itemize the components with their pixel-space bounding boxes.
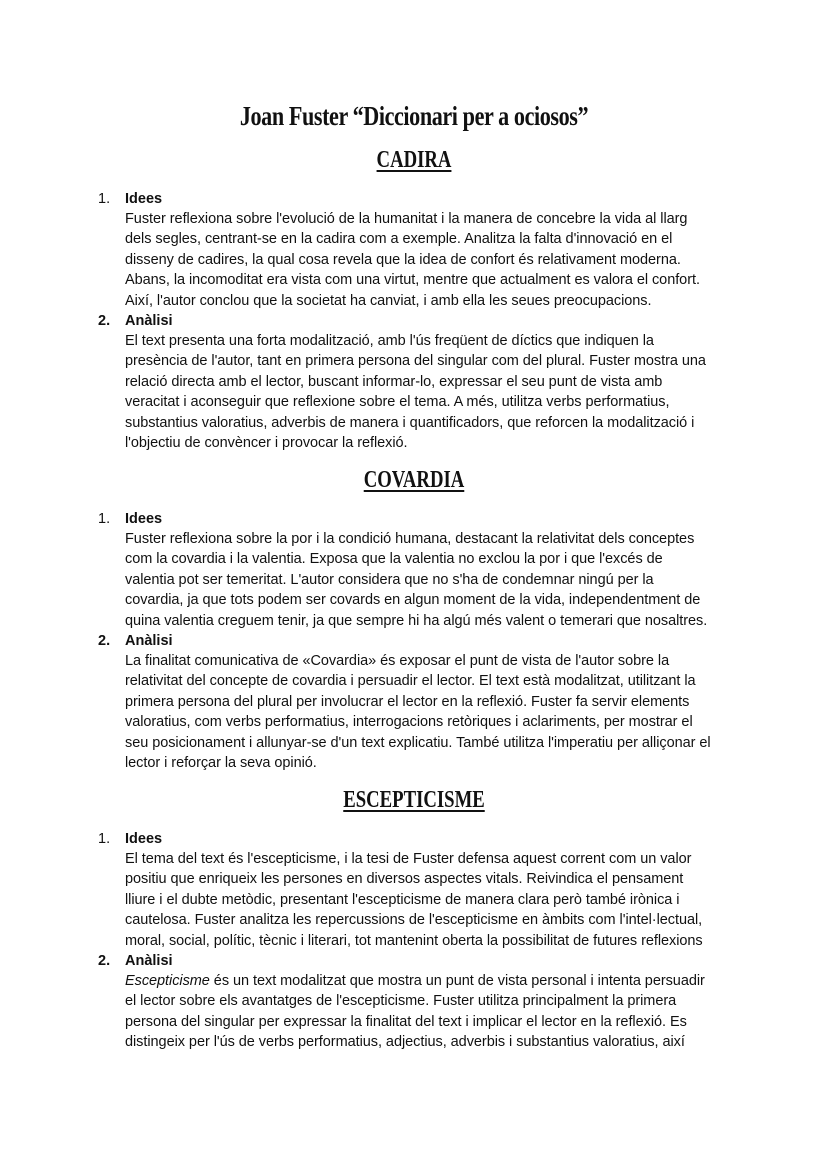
text-line: Fuster reflexiona sobre l'evolució de la humanitat i la manera de concebre la vida al llarg	[125, 211, 688, 227]
list-item-label: Anàlisi	[125, 633, 173, 649]
text-line: primera persona del plural per involucrar el lector en la reflexió. Fuster fa servir elements	[125, 693, 690, 710]
list-item-header	[98, 631, 753, 651]
list-item-label: Idees	[125, 191, 163, 207]
text-line: valoratius, com verbs performatius, interrogacions retòriques i aclariments, per mostrar el	[125, 714, 693, 731]
paragraph	[125, 849, 755, 951]
text-line: presència de l'autor, tant en primera persona del singular com del plural. Fuster mostra una	[125, 353, 706, 370]
text-line: lector i reforçar la seva opinió.	[125, 755, 317, 772]
text-line: El tema del text és l'escepticisme, i la tesi de Fuster defensa aquest corrent com un valor	[125, 851, 692, 867]
text-line: Fuster reflexiona sobre la por i la condició humana, destacant la relativitat dels conceptes	[125, 531, 695, 547]
list-item-header	[98, 829, 753, 849]
list-item-label: Anàlisi	[125, 953, 173, 969]
cadira-analisi-item	[98, 311, 753, 453]
text-line: disseny de cadires, la qual cosa revela que la idea de confort és relativament moderna.	[125, 251, 681, 268]
text-line: veracitat i aconseguir que reflexione sobre el tema. A més, utilitza verbs performatius,	[125, 394, 670, 411]
text-line: distingeix per l'ús de verbs performatius, adjectius, adverbis i substantius valoratius, així	[125, 1034, 685, 1051]
escepticisme-analisi-item	[98, 951, 753, 1053]
document-title: Joan Fuster “Diccionari per a ociosos”	[239, 101, 589, 131]
text-line: positiu que enriqueix les persones en diversos aspectes vitals. Reivindica el pensament	[125, 871, 684, 888]
paragraph	[125, 529, 755, 631]
list-number: 2.	[98, 953, 111, 969]
text-line: dels segles, centrant-se en la cadira com a exemple. Analitza la falta d'innovació en el	[125, 231, 673, 248]
text-line: cautelosa. Fuster analitza les repercussions de l'escepticisme en àmbits com l'intel·lectual,	[125, 912, 703, 929]
text-line: persona del singular per expressar la finalitat del text i implicar el lector en la reflexió. Es	[125, 1013, 687, 1030]
paragraph	[125, 331, 755, 453]
list-number: 2.	[98, 313, 111, 329]
list-item-label: Idees	[125, 511, 163, 527]
list-item-header	[98, 311, 753, 331]
list-item-label: Anàlisi	[125, 313, 173, 329]
text-line: seu posicionament i allunyar-se d'un text explicatiu. També utilitza l'imperatiu per alliçonar el	[125, 734, 711, 751]
text-line: quina valentia creguem tenir, ja que sempre hi ha algú més valent o temerari que nosaltres.	[125, 612, 708, 629]
text-line: moral, social, polític, tècnic i literari, tot mantenint oberta la possibilitat de futures reflexions	[125, 932, 703, 949]
section-heading-cadira: CADIRA	[376, 147, 452, 173]
text-line: covardia, ja que tots podem ser covards en algun moment de la vida, independentment de	[125, 592, 701, 609]
covardia-analisi-item	[98, 631, 753, 773]
paragraph	[125, 209, 755, 311]
text-line: substantius valoratius, adverbis de manera i quantificadors, que reforcen la modalització i	[125, 414, 695, 431]
text-line: La finalitat comunicativa de «Covardia» és exposar el punt de vista de l'autor sobre la	[125, 653, 670, 669]
list-item-header	[98, 509, 753, 529]
text-line: l'objectiu de convèncer i provocar la reflexió.	[125, 435, 408, 452]
text-line: valentia pot ser temeritat. L'autor considera que no s'ha de condemnar ningú per la	[125, 571, 654, 588]
paragraph	[125, 651, 755, 773]
text-line: el lector sobre els avantatges de l'escepticisme. Fuster utilitza principalment la primera	[125, 993, 677, 1010]
text-line: lliure i el dubte metòdic, presentant l'escepticisme de manera clara però també irònica i	[125, 891, 680, 908]
list-item-label: Idees	[125, 831, 163, 847]
list-number: 1.	[98, 831, 111, 847]
list-number: 1.	[98, 191, 111, 207]
text-line: El text presenta una forta modalització, amb l'ús freqüent de díctics que indiquen la	[125, 333, 654, 349]
text-line: relació directa amb el lector, buscant informar-lo, expressar el seu punt de vista amb	[125, 373, 663, 390]
text-line: com la covardia i la valentia. Exposa que la valentia no exclou la por i que l'excés de	[125, 551, 663, 568]
text-line-rest: és un text modalitzat que mostra un punt de vista personal i intenta persuadir	[209, 973, 705, 989]
text-line	[125, 971, 755, 991]
escepticisme-idees-item	[98, 829, 753, 951]
section-heading-covardia: COVARDIA	[363, 467, 465, 493]
text-line: Abans, la incomoditat era vista com una virtut, mentre que actualment es valora el confort.	[125, 272, 700, 289]
list-item-header	[98, 951, 753, 971]
text-line: Així, l'autor conclou que la societat ha canviat, i amb ella les seues preocupacions.	[125, 292, 652, 309]
section-heading-escepticisme: ESCEPTICISME	[343, 787, 485, 813]
list-number: 2.	[98, 633, 111, 649]
list-item-header	[98, 189, 753, 209]
paragraph	[125, 971, 755, 1053]
list-number: 1.	[98, 511, 111, 527]
text-line: relativitat del concepte de covardia i persuadir el lector. El text està modalitzat, utilitzant la	[125, 673, 696, 690]
cadira-idees-item	[98, 189, 753, 311]
italic-title: Escepticisme	[125, 973, 210, 989]
covardia-idees-item	[98, 509, 753, 631]
